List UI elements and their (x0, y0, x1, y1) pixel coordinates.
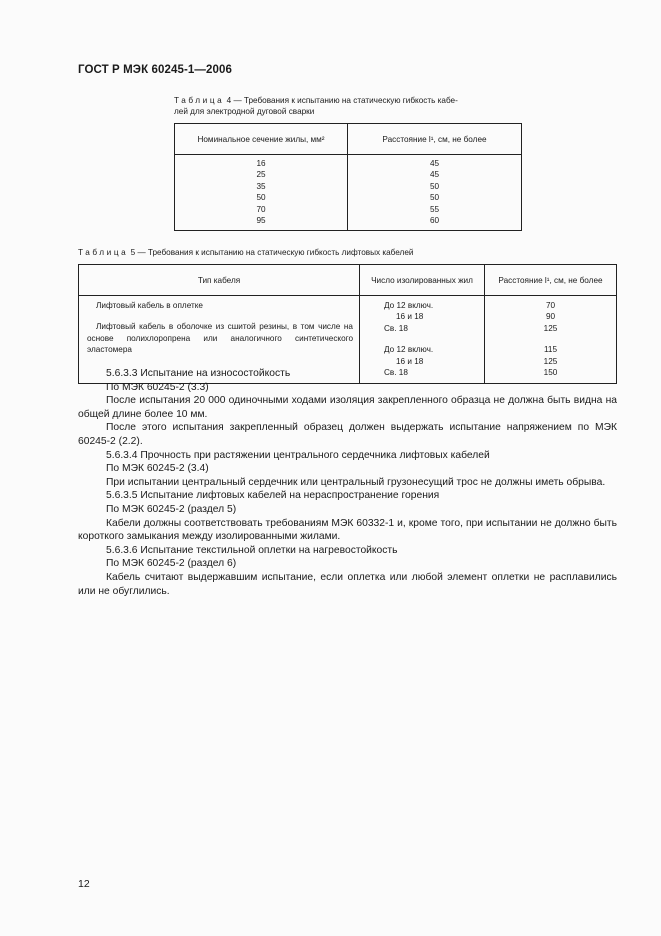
page-number: 12 (78, 878, 90, 890)
table4-section: 35 (256, 181, 266, 191)
table4-col1-header: Номинальное сечение жилы, мм² (175, 124, 348, 155)
section-heading: 5.6.3.5 Испытание лифтовых кабелей на нераспространение горения (106, 490, 440, 502)
table5-count: До 12 включ. (384, 345, 434, 355)
table4-body-row (175, 155, 522, 231)
table4-section: 70 (256, 204, 266, 214)
table4-distance: 60 (429, 216, 440, 226)
table5-caption (78, 247, 413, 258)
table5-type2: Лифтовый кабель в оболочке из сшитой резины, в том числе на основе полихлоропрена или аналогичного синтетического эластомера (87, 322, 353, 355)
table5-spacer (384, 334, 484, 344)
table5-header-row (79, 265, 617, 296)
table4-caption-number: 4 (226, 96, 232, 105)
section-heading: 5.6.3.3 Испытание на износостойкость (106, 368, 291, 379)
table5-col2-header: Число изолированных жил (360, 265, 485, 296)
table5-distance: 115 (543, 345, 558, 355)
table4-header-row (175, 124, 522, 155)
table4-caption-text: — Требования к испытанию на статическую гибкость кабе- (233, 96, 458, 105)
table5-caption-text: — Требования к испытанию на статическую гибкость лифтовых кабелей (137, 248, 414, 257)
table4-distance: 55 (429, 204, 440, 214)
table4-section: 16 (256, 159, 266, 168)
section-heading: 5.6.3.4 Прочность при растяжении центрального сердечника лифтовых кабелей (106, 449, 490, 461)
section-heading: 5.6.3.6 Испытание текстильной оплетки на нагревостойкость (106, 544, 398, 556)
table4-distance: 45 (429, 170, 440, 180)
table5-col1-header: Тип кабеля (79, 265, 360, 296)
table5-col3-header: Расстояние l¹, см, не более (485, 265, 617, 296)
table5-caption-label: Таблица (78, 248, 129, 257)
table5-count: Св. 18 (384, 323, 408, 333)
table4-sections-cell (175, 155, 348, 231)
table5-count: Св. 18 (384, 367, 408, 377)
table4-distance: 50 (429, 193, 440, 203)
table5-distance: 150 (543, 367, 558, 377)
table5-distance: 90 (545, 312, 556, 322)
table5-distance: 125 (543, 356, 558, 366)
table4-caption-label: Таблица (174, 96, 225, 105)
body-text (78, 367, 617, 598)
table5-distance: 70 (545, 301, 556, 310)
paragraph: Кабель считают выдержавшим испытание, если оплетка или любой элемент оплетки не расплавились или не обуглились. (78, 571, 617, 597)
table4-caption-text2: лей для электродной дуговой сварки (174, 107, 315, 116)
page-header: ГОСТ Р МЭК 60245-1—2006 (78, 64, 232, 76)
table4-section: 50 (256, 193, 266, 203)
paragraph: После этого испытания закрепленный образец должен выдержать испытание напряжением по МЭК 60245-2 (2.2). (78, 422, 617, 447)
table4-section: 25 (256, 170, 266, 180)
table5-spacer (485, 334, 616, 344)
paragraph: По МЭК 60245-2 (раздел 6) (106, 558, 237, 570)
table5-type1: Лифтовый кабель в оплетке (96, 301, 203, 310)
table4-col2-header: Расстояние l¹, см, не более (348, 124, 522, 155)
paragraph: Кабели должны соответствовать требованиям МЭК 60332-1 и, кроме того, при испытании не должно быть короткого замыкания между изолированными жилами. (78, 517, 617, 543)
table4-distance: 45 (429, 159, 440, 168)
table5-count: До 12 включ. (384, 301, 434, 310)
paragraph: По МЭК 60245-2 (3.3) (106, 381, 209, 393)
paragraph: После испытания 20 000 одиночными ходами изоляция закрепленного образца не должна быть видна на общей длине более 10 мм. (78, 395, 617, 420)
table4-section: 95 (256, 216, 266, 226)
table4-caption (174, 95, 458, 117)
paragraph: По МЭК 60245-2 (3.4) (106, 463, 209, 475)
table4-distance: 50 (429, 181, 440, 191)
table5-count: 16 и 18 (396, 312, 424, 322)
table4 (174, 123, 522, 231)
table5-distance: 125 (543, 323, 558, 333)
table5-count: 16 и 18 (396, 356, 424, 366)
paragraph: По МЭК 60245-2 (раздел 5) (106, 503, 237, 515)
table5-caption-number: 5 (130, 248, 136, 257)
paragraph: При испытании центральный сердечник или центральный грузонесущий трос не должны иметь обрыва. (106, 476, 606, 488)
table4-distances-cell (348, 155, 522, 231)
